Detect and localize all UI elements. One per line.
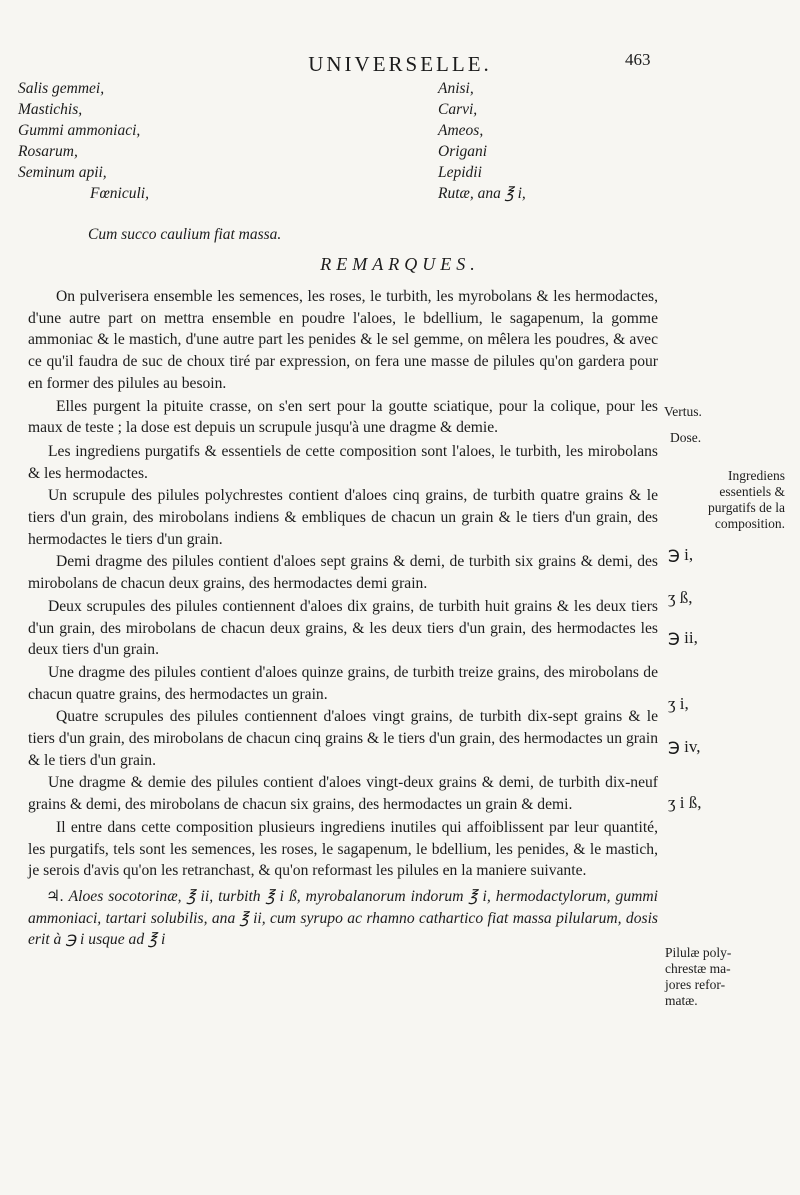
recipe-ingredient: Rosarum, (18, 143, 78, 160)
dose-mark: ʒ i, (668, 694, 689, 713)
recipe-ingredient: Salis gemmei, (18, 80, 105, 97)
paragraph: Il entre dans cette composition plusieurs ingrediens inutiles qui affoiblissent par leur quantité, les purgatifs, tels sont les semences, les roses, le sagapenum, le bdellium, les penides, & le mastich, je serois d'avis qu'on les retranchast, & qu'on reformast les pilules en la maniere suivante. (28, 818, 658, 880)
paragraph: Une dragme des pilules contient d'aloes quinze grains, de turbith treize grains, des mirobolans de chacun quatre grains, des hermodactes un grain. (28, 663, 658, 703)
recipe-ingredient: Ameos, (438, 122, 484, 139)
paragraph: Quatre scrupules des pilules contiennent d'aloes vingt grains, de turbith dix-sept grains & le tiers d'un grain, des mirobolans de chacun cinq grains & le tiers d'un grain, des hermodactes un grain & le tiers d'un grain. (28, 708, 658, 769)
recipe-ingredient: Mastichis, (18, 101, 83, 118)
recipe-ingredient: Lepidii (438, 164, 482, 181)
margin-note-line: composition. (714, 516, 785, 531)
dose-mark: ℈ iv, (668, 737, 701, 756)
margin-note-line: purgatifs de la (708, 500, 785, 515)
recipe-ingredient: Anisi, (438, 80, 474, 97)
margin-note-line: essentiels & (719, 484, 785, 499)
running-head: UNIVERSELLE. (308, 52, 492, 76)
paragraph: On pulverisera ensemble les semences, les roses, le turbith, les myrobolans & les hermodactes, d'une autre part on mettra ensemble en poudre l'aloes, le bdellium, le sagapenum, la gomme ammoniac & le mastich, d'une autre part les penides & le sel gemme, on mêlera les poudres, & avec ce qu'il faudra de suc de choux tiré par expression, on fera une masse de pilules qu'on gardera pour en former des pilules au besoin. (28, 288, 658, 392)
paragraph: Une dragme & demie des pilules contient d'aloes vingt-deux grains & demi, de turbith dix-neuf grains & demi, des mirobolans de chacun six grains, des hermodactes un grain & demi. (28, 774, 658, 814)
paragraph: Demi dragme des pilules contient d'aloes sept grains & demi, de turbith six grains & demi, des mirobolans de chacun deux grains, des hermodactes demi grain. (28, 553, 658, 593)
paragraph: Un scrupule des pilules polychrestes contient d'aloes cinq grains, de turbith quatre grains & le tiers d'un grain, des mirobolans indiens & embliques de chacun un grain & le tiers d'un grain, des hermodactes le tiers d'un grain. (28, 487, 658, 548)
recipe-ingredient: Gummi ammoniaci, (18, 122, 141, 139)
margin-note-line: jores refor- (665, 977, 726, 992)
margin-note-ingrediens (665, 468, 785, 532)
recipe-left-column (18, 78, 149, 204)
page-number: 463 (625, 50, 651, 69)
paragraph: Deux scrupules des pilules contiennent d'aloes dix grains, de turbith huit grains & les deux tiers d'un grain, des mirobolans de chacun deux grains, & les deux tiers d'un grain, des hermodactes les deux tiers d'un grain. (28, 597, 658, 659)
margin-note-line: Ingrediens (728, 468, 785, 483)
section-title: REMARQUES. (320, 254, 480, 274)
dose-mark: ℈ i, (668, 545, 694, 564)
recipe-ingredient: Origani (438, 143, 488, 160)
paragraph: Elles purgent la pituite crasse, on s'en sert pour la goutte sciatique, pour la colique, pour les maux de teste ; la dose est depuis un scrupule jusqu'à une dragme & demie. (28, 397, 658, 437)
recipe-ingredient: Carvi, (438, 101, 478, 118)
dose-mark: ℈ ii, (668, 628, 698, 647)
margin-note-vertus: Vertus. (664, 404, 702, 419)
recipe-ingredient: Rutæ, ana ℥ i, (438, 185, 526, 202)
recipe-ingredient: Seminum apii, (18, 164, 107, 181)
dose-mark: ʒ ß, (668, 588, 693, 607)
reformed-formula: ♃. Aloes socotorinæ, ℥ ii, turbith ℥ i ß, myrobalanorum indorum ℥ i, hermodactylorum, gummi ammoniaci, tartari solubilis, ana ℥ ii, cum syrupo ac rhamno cathartico fiat massa pilularum, dosis erit à ℈ i usque ad ℥ i (28, 887, 658, 949)
margin-note-pilulae (665, 945, 790, 1009)
recipe-closing: Cum succo caulium fiat massa. (88, 226, 282, 243)
margin-note-dose: Dose. (670, 430, 702, 445)
paragraph: Les ingrediens purgatifs & essentiels de cette composition sont l'aloes, le turbith, les mirobolans & les hermodactes. (28, 442, 658, 482)
recipe-ingredient: Fœniculi, (90, 185, 149, 202)
dose-mark: ʒ i ß, (668, 793, 702, 812)
recipe-right-column (438, 78, 526, 204)
margin-note-line: chrestæ ma- (665, 961, 731, 976)
margin-note-line: matæ. (665, 993, 698, 1008)
remarques-body (28, 286, 658, 952)
margin-note-line: Pilulæ poly- (665, 945, 732, 960)
